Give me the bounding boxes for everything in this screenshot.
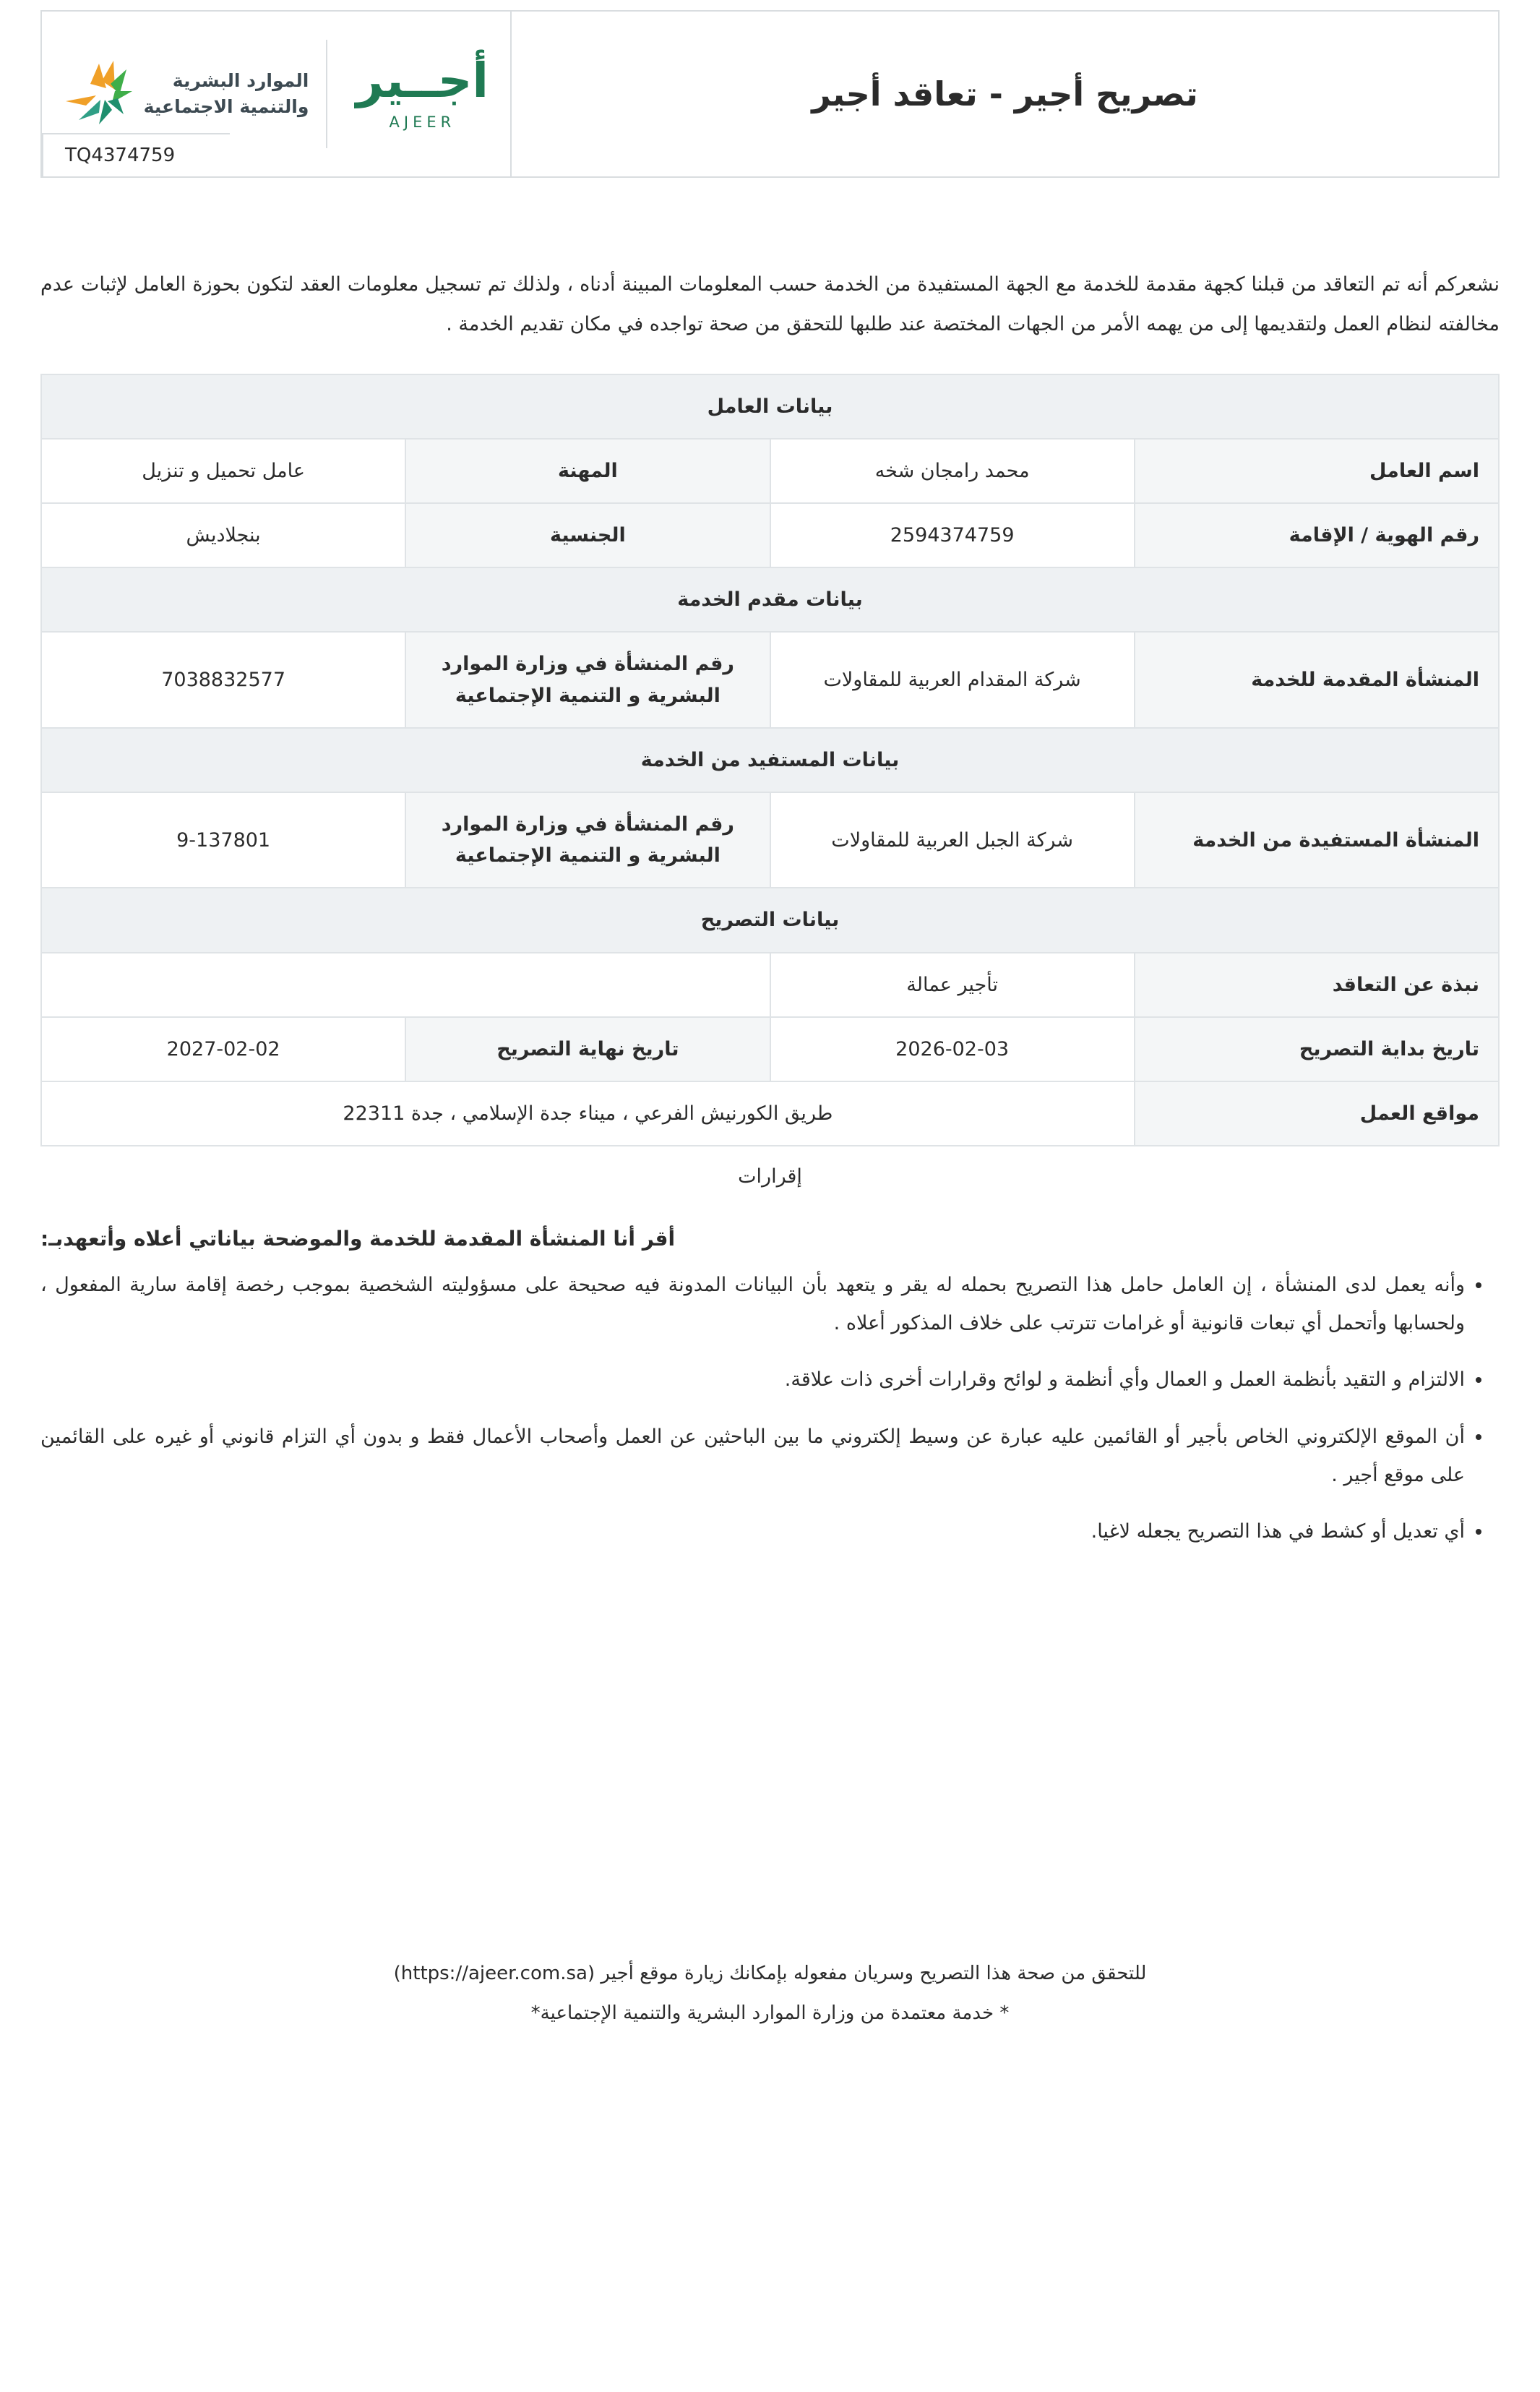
table-row bbox=[41, 728, 1499, 792]
worker-name-value: محمد رامجان شخه bbox=[770, 439, 1135, 503]
document-header bbox=[40, 10, 1500, 178]
section-heading-provider: بيانات مقدم الخدمة bbox=[41, 567, 1499, 632]
declarations-list bbox=[40, 1266, 1500, 1551]
permit-start-value: 2026-02-03 bbox=[770, 1017, 1135, 1081]
hrsd-logo-line1: الموارد البشرية bbox=[172, 69, 309, 91]
hrsd-emblem-icon bbox=[54, 59, 134, 129]
worker-name-label: اسم العامل bbox=[1135, 439, 1499, 503]
hrsd-logo-line2: والتنمية الاجتماعية bbox=[143, 96, 309, 117]
list-item: • الالتزام و التقيد بأنظمة العمل و العمال وأي أنظمة و لوائح وقرارات أخرى ذات علاقة. bbox=[40, 1361, 1465, 1399]
provider-establishment-number-value: 7038832577 bbox=[41, 632, 405, 727]
ajeer-logo bbox=[326, 40, 498, 148]
provider-name-label: المنشأة المقدمة للخدمة bbox=[1135, 632, 1499, 727]
ajeer-logo-word: أجــير bbox=[356, 53, 489, 108]
worker-occupation-label: المهنة bbox=[405, 439, 770, 503]
worker-nationality-value: بنجلاديش bbox=[41, 503, 405, 567]
table-row bbox=[41, 439, 1499, 503]
contract-summary-label: نبذة عن التعاقد bbox=[1135, 953, 1499, 1017]
provider-name-value: شركة المقدام العربية للمقاولات bbox=[770, 632, 1135, 727]
work-locations-value: طريق الكورنيش الفرعي ، ميناء جدة الإسلامي ، جدة 22311 bbox=[41, 1081, 1135, 1146]
page-title: تصريح أجير - تعاقد أجير bbox=[812, 74, 1198, 113]
permit-end-label: تاريخ نهاية التصريح bbox=[405, 1017, 770, 1081]
provider-establishment-number-label: رقم المنشأة في وزارة الموارد البشرية و التنمية الإجتماعية bbox=[405, 632, 770, 727]
table-row bbox=[41, 953, 1499, 1017]
hrsd-logo-text bbox=[144, 68, 309, 121]
list-item: • أن الموقع الإلكتروني الخاص بأجير أو القائمين عليه عبارة عن وسيط إلكتروني ما بين الباحثين عن العمل وأصحاب الأعمال فقط و بدون أي التزام قانوني أو غيره على القائمين على موقع أجير . bbox=[40, 1418, 1465, 1494]
document-page bbox=[0, 10, 1540, 2061]
section-heading-permit: بيانات التصريح bbox=[41, 888, 1499, 952]
table-row bbox=[41, 1081, 1499, 1146]
details-table bbox=[40, 374, 1500, 1146]
title-cell bbox=[512, 12, 1498, 176]
beneficiary-establishment-number-value: 9-137801 bbox=[41, 792, 405, 888]
beneficiary-name-value: شركة الجبل العربية للمقاولات bbox=[770, 792, 1135, 888]
reference-number: TQ4374759 bbox=[42, 133, 230, 176]
table-row bbox=[41, 374, 1499, 439]
worker-nationality-label: الجنسية bbox=[405, 503, 770, 567]
permit-start-label: تاريخ بداية التصريح bbox=[1135, 1017, 1499, 1081]
table-row bbox=[41, 503, 1499, 567]
intro-paragraph: نشعركم أنه تم التعاقد من قبلنا كجهة مقدمة للخدمة مع الجهة المستفيدة من الخدمة حسب المعلومات المبينة أدناه ، ولذلك تم تسجيل معلومات العقد لتكون بحوزة العامل لإثبات عدم مخالفته لنظام العمل ولتقديمها إلى من يهمه الأمر من الجهات المختصة عند طلبها للتحقق من صحة تواجده في مكان تقديم الخدمة . bbox=[40, 273, 1500, 336]
hrsd-logo bbox=[54, 59, 309, 129]
table-row bbox=[41, 888, 1499, 952]
beneficiary-name-label: المنشأة المستفيدة من الخدمة bbox=[1135, 792, 1499, 888]
table-row bbox=[41, 792, 1499, 888]
list-item: • وأنه يعمل لدى المنشأة ، إن العامل حامل هذا التصريح بحمله له يقر و يتعهد بأن البيانات المدونة فيه صحيحة على مسؤوليته الشخصية بموجب رخصة إقامة سارية المفعول ، ولحسابها وأتحمل أي تبعات قانونية أو غرامات تترتب على خلاف المذكور أعلاه . bbox=[40, 1266, 1465, 1342]
table-row bbox=[41, 1017, 1499, 1081]
worker-id-value: 2594374759 bbox=[770, 503, 1135, 567]
footer-approval-line: * خدمة معتمدة من وزارة الموارد البشرية والتنمية الإجتماعية* bbox=[530, 2002, 1010, 2025]
ajeer-logo-subtext: AJEER bbox=[389, 113, 456, 131]
beneficiary-establishment-number-label: رقم المنشأة في وزارة الموارد البشرية و التنمية الإجتماعية bbox=[405, 792, 770, 888]
section-heading-beneficiary: بيانات المستفيد من الخدمة bbox=[41, 728, 1499, 792]
table-row bbox=[41, 632, 1499, 727]
worker-occupation-value: عامل تحميل و تنزيل bbox=[41, 439, 405, 503]
declarations-title: إقرارات bbox=[738, 1165, 802, 1188]
contract-summary-value: تأجير عمالة bbox=[770, 953, 1135, 1017]
section-heading-worker: بيانات العامل bbox=[41, 374, 1499, 439]
worker-id-label: رقم الهوية / الإقامة bbox=[1135, 503, 1499, 567]
permit-end-value: 2027-02-02 bbox=[41, 1017, 405, 1081]
footer-verification-line: للتحقق من صحة هذا التصريح وسريان مفعوله بإمكانك زيارة موقع أجير (https://ajeer.com.sa) bbox=[393, 1962, 1147, 1984]
work-locations-label: مواقع العمل bbox=[1135, 1081, 1499, 1146]
declarations-lead: أقر أنا المنشأة المقدمة للخدمة والموضحة بياناتي أعلاه وأتعهدبـ: bbox=[40, 1227, 676, 1251]
table-row bbox=[41, 567, 1499, 632]
list-item: • أي تعديل أو كشط في هذا التصريح يجعله لاغيا. bbox=[40, 1513, 1465, 1551]
document-footer bbox=[0, 1956, 1540, 2032]
empty-cell bbox=[41, 953, 770, 1017]
